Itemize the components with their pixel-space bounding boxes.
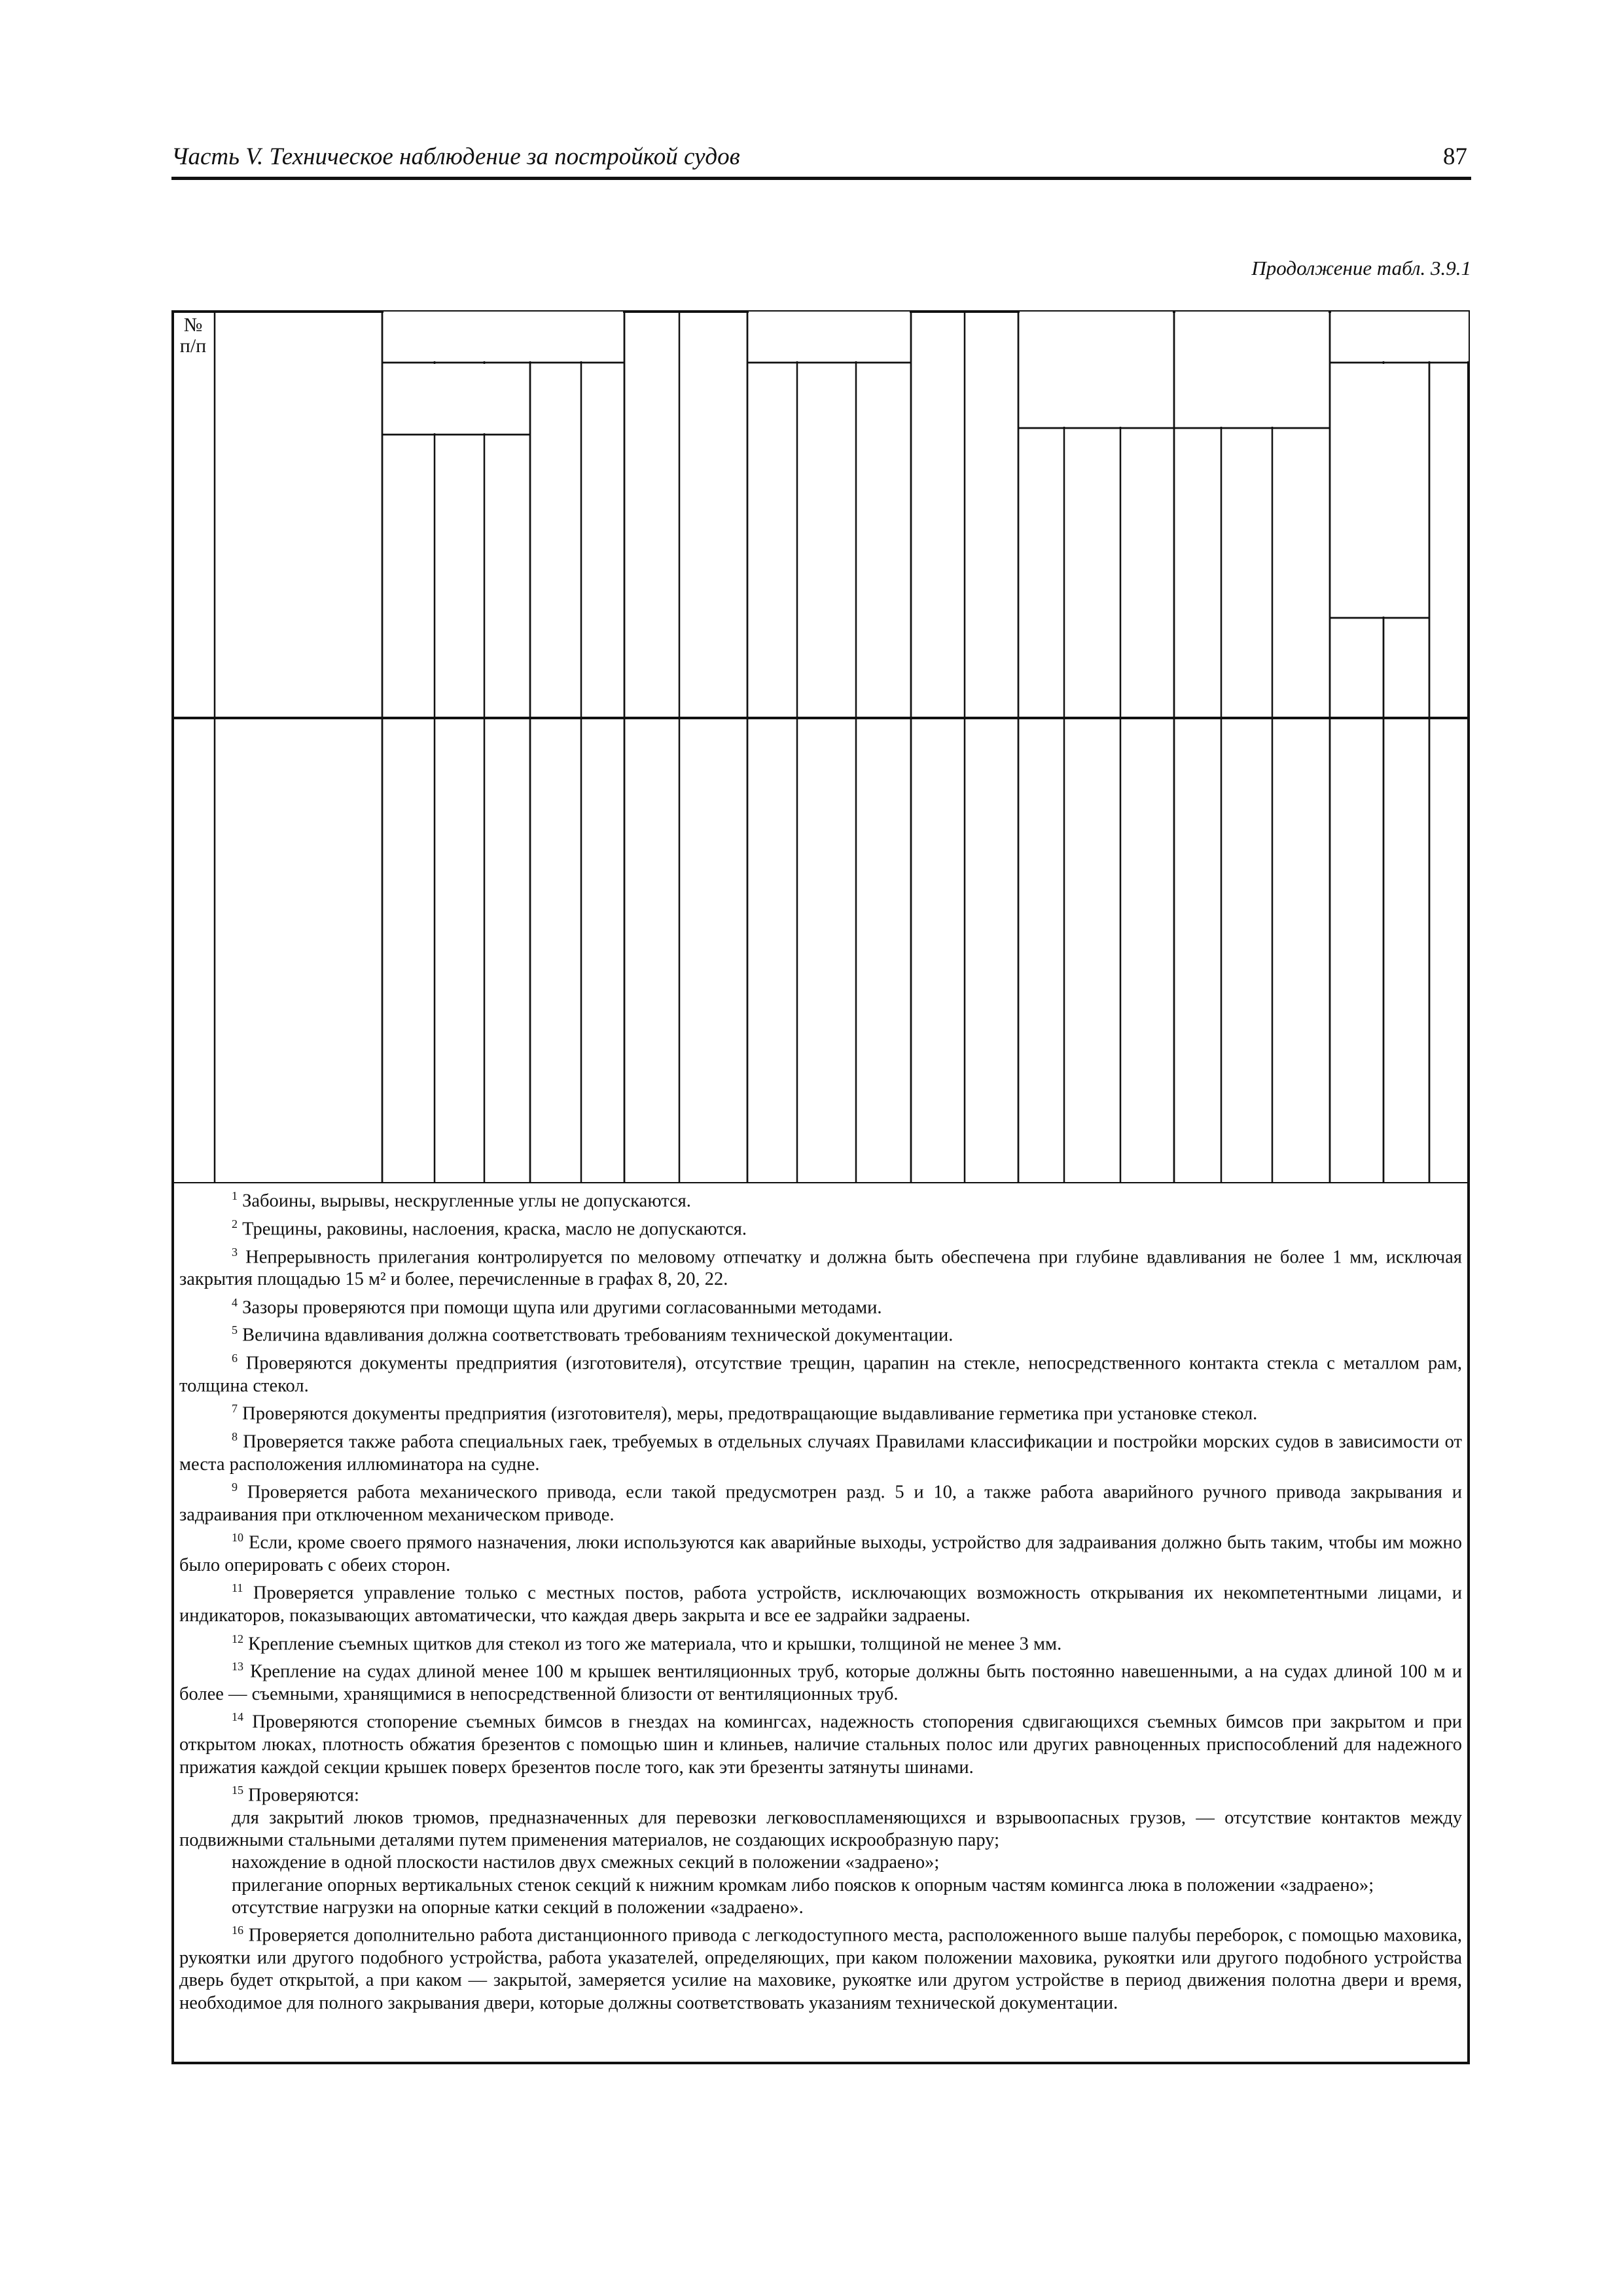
footnote-number: 10 (232, 1531, 243, 1545)
footnote-number: 12 (232, 1632, 243, 1645)
footnote-text: Крепление съемных щитков для стекол из того же материала, что и крышки, толщиной не менее 3 мм. (248, 1634, 1062, 1655)
footnote-text: Проверяются стопорение съемных бимсов в гнездах на комингсах, надежность стопорения сдвигающихся съемных бимсов при закрытом и при открытом люках, плотность обжатия брезентов с помощью шин и клиньев, наличие стальных полос или других равноценных приспособлений для надежного прижатия каждой секции крышек поверх брезентов после того, как эти брезенты затянуты шинами. (179, 1712, 1462, 1778)
running-title: Часть V. Техническое наблюдение за постройкой судов (171, 143, 740, 170)
footnote (179, 1628, 1462, 1656)
footnote-text: Непрерывность прилегания контролируется по меловому отпечатку и должна быть обеспечена при глубине вдавливания не более 1 мм, исключая закрытия площадью 15 м² и более, перечисленные в графах 8, 20, 22. (179, 1247, 1463, 1290)
footnote (179, 1919, 1462, 2015)
footnote-text: Проверяется работа механического привода, если такой предусмотрен разд. 5 и 10, а также работа аварийного ручного привода закрывания и задраивания при отключенном механическом приводе. (179, 1482, 1462, 1526)
footnote (179, 1319, 1462, 1347)
footnote (179, 1779, 1462, 1807)
header-rule (171, 177, 1471, 180)
footnote-number: 11 (232, 1581, 243, 1595)
footnote-number: 5 (232, 1323, 238, 1337)
footnote-text: Зазоры проверяются при помощи щупа или другими согласованными методами. (242, 1297, 882, 1318)
footnotes (179, 1185, 1462, 2015)
footnote-text: Крепление на судах длиной менее 100 м крышек вентиляционных труб, которые должны быть постоянно навешенными, а на судах длиной 100 м и более — съемными, хранящимися в непосредственной близости от вентиляционных труб. (179, 1661, 1462, 1705)
footnote-text: Величина вдавливания должна соответствовать требованиям технической документации. (242, 1325, 954, 1346)
footnote-text: Если, кроме своего прямого назначения, люки используются как аварийные выходы, устройство для задраивания должно быть таким, чтобы им можно было оперировать с обеих сторон. (179, 1532, 1462, 1576)
footnote-number: 15 (232, 1783, 243, 1797)
footnote (179, 1347, 1462, 1397)
footnote (179, 1426, 1462, 1476)
footnote-number: 6 (232, 1352, 238, 1365)
footnote (179, 1852, 1462, 1874)
footnote-text: Проверяется дополнительно работа дистанционного привода с легкодоступного места, расположенного выше палубы переборок, с помощью маховика, рукоятки или другого подобного устройства, работа указателей, определяющих, при каком положении маховика, рукоятки или другого подобного устройства дверь будет открытой, а при каком — закрытой, замеряется усилие на маховике, рукоятке или другом устройстве в период движения полотна двери и время, необходимое для полного закрывания двери, которые должны соответствовать указаниям технической документации. (179, 1925, 1463, 2013)
footnote-text: отсутствие нагрузки на опорные катки секций в положении «задраено». (232, 1897, 804, 1918)
footnote-number: 2 (232, 1217, 238, 1230)
footnote-number: 8 (232, 1430, 238, 1444)
footnote-text: Забоины, вырывы, нескругленные углы не допускаются. (242, 1191, 691, 1211)
col-num-header: № (183, 314, 203, 336)
footnote-number: 7 (232, 1402, 238, 1416)
page-number: 87 (1443, 143, 1467, 170)
footnote-text: Проверяются документы предприятия (изготовителя), меры, предотвращающие выдавливание герметика при установке стекол. (242, 1403, 1258, 1424)
header-span-mask (1331, 312, 1469, 361)
footnote-text: Трещины, раковины, наслоения, краска, масло не допускаются. (242, 1219, 747, 1240)
footnote-text: прилегание опорных вертикальных стенок секций к нижним кромкам либо поясков к опорным частям комингса люка в положении «задраено»; (232, 1874, 1374, 1895)
header-span-mask (749, 312, 910, 361)
footnote (179, 1897, 1462, 1919)
col-num-header-2: п/п (179, 335, 207, 357)
table-continuation-label: Продолжение табл. 3.9.1 (1251, 257, 1471, 279)
header-span-mask (1020, 312, 1173, 427)
footnote-number: 9 (232, 1480, 238, 1494)
footnote (179, 1577, 1462, 1627)
footnote-number: 14 (232, 1710, 243, 1724)
footnote-text: Проверяется также работа специальных гаек, требуемых в отдельных случаях Правилами классификации и постройки морских судов в зависимости от места расположения иллюминатора на судне. (179, 1431, 1463, 1475)
footnote-text: нахождение в одной плоскости настилов двух смежных секций в положении «задраено»; (232, 1852, 940, 1873)
footnote (179, 1397, 1462, 1426)
footnote-number: 3 (232, 1245, 238, 1259)
running-header (171, 140, 1471, 179)
footnote-number: 16 (232, 1924, 243, 1937)
footnote (179, 1241, 1462, 1291)
header-span-mask (383, 312, 623, 361)
footnote-number: 13 (232, 1660, 243, 1674)
header-span-mask (1175, 312, 1329, 427)
footnote-text: Проверяется управление только с местных постов, работа устройств, исключающих возможность открывания их некомпетентными лицами, и индикаторов, показывающих автоматически, что каждая дверь закрыта и все ее задрайки задраены. (179, 1583, 1463, 1626)
inspection-table (171, 310, 1470, 1183)
footnote-text: для закрытий люков трюмов, предназначенных для перевозки легковоспламеняющихся и взрывоопасных грузов, — отсутствие контактов между подвижными стальными деталями путем применения материалов, не создающих искрообразную пару; (179, 1807, 1462, 1850)
header-span-mask (383, 364, 529, 433)
footnote-text: Проверяются документы предприятия (изготовителя), отсутствие трещин, царапин на стекле, непосредственного контакта стекла с металлом рам, толщина стекол. (179, 1353, 1463, 1397)
footnote-number: 1 (232, 1189, 238, 1202)
header-span-mask (1331, 364, 1428, 617)
footnote (179, 1874, 1462, 1897)
footnote (179, 1213, 1462, 1241)
footnote (179, 1655, 1462, 1706)
footnote (179, 1526, 1462, 1577)
footnote (179, 1185, 1462, 1213)
footnote (179, 1291, 1462, 1319)
footnote-number: 4 (232, 1295, 238, 1309)
footnote-text: Проверяются: (248, 1785, 359, 1806)
footnote (179, 1706, 1462, 1778)
footnote (179, 1476, 1462, 1526)
footnote (179, 1807, 1462, 1852)
